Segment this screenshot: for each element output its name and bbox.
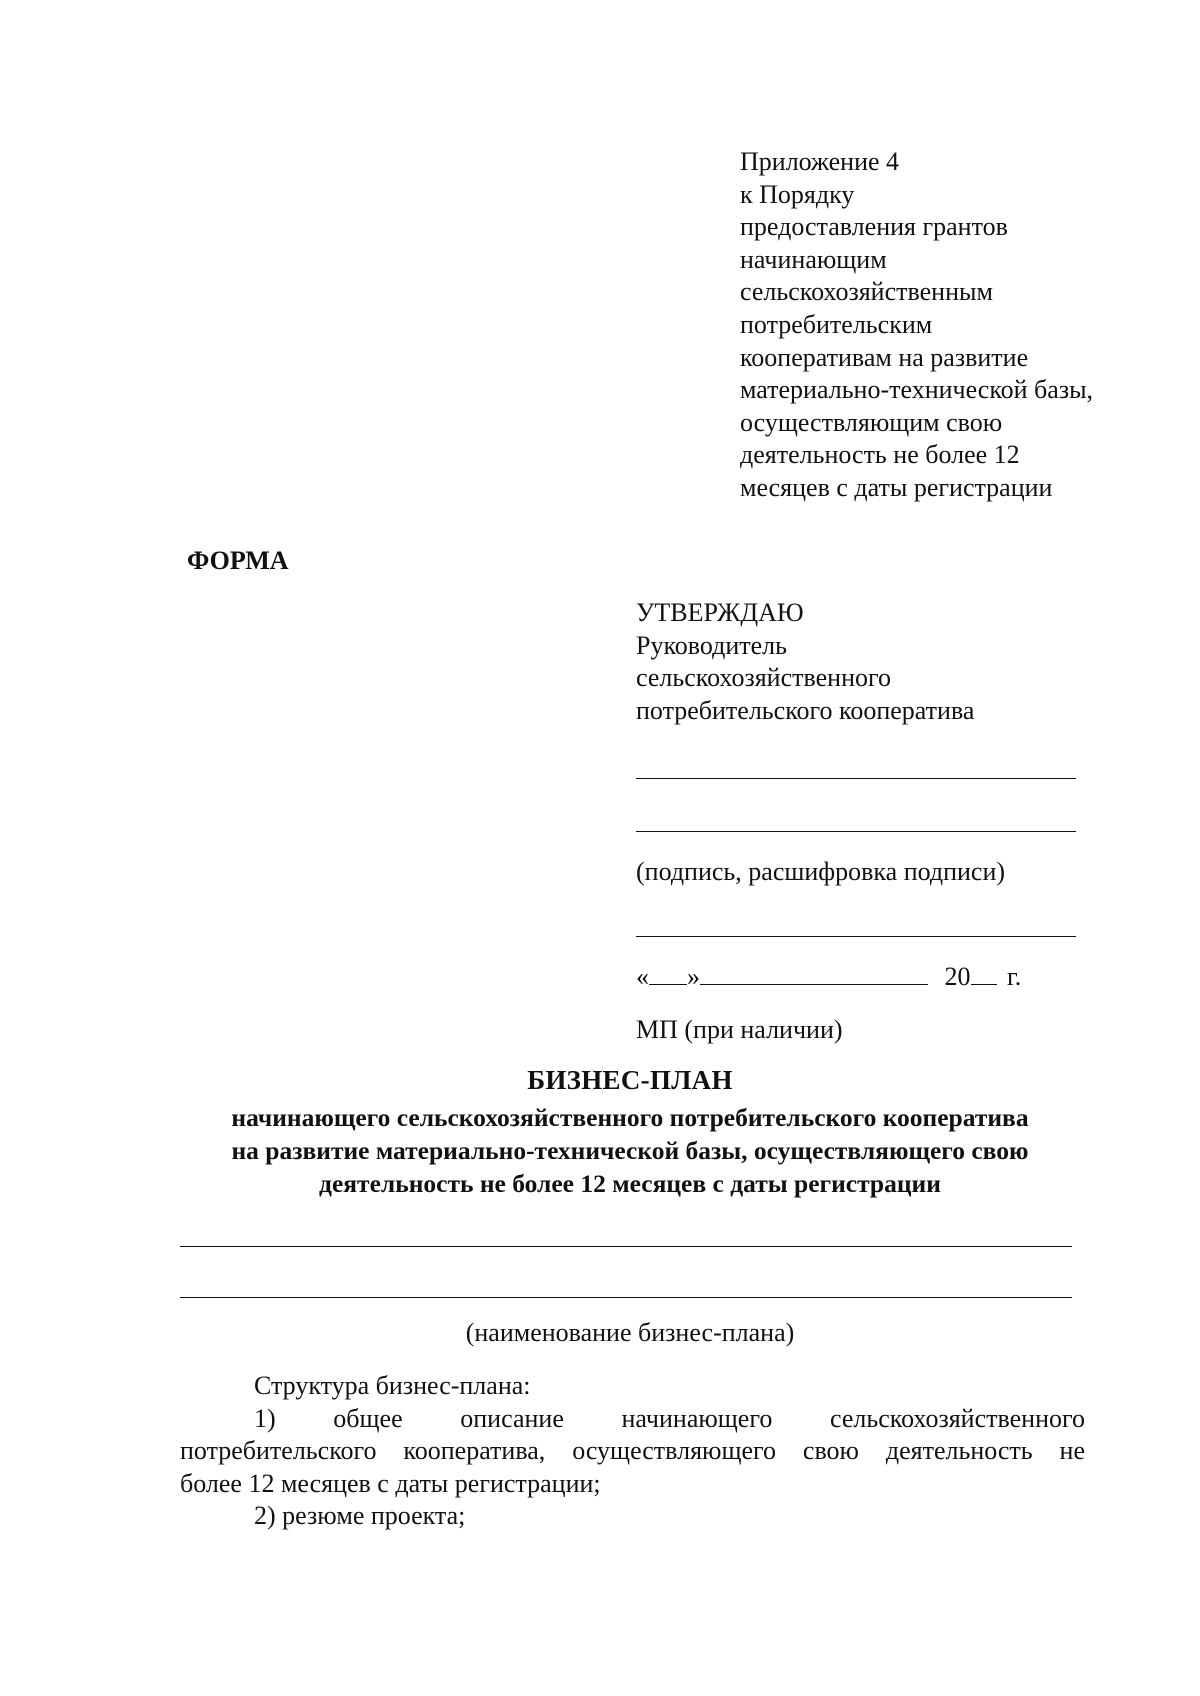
plan-name-caption: (наименование бизнес-плана): [465, 1318, 795, 1347]
plan-name-blank[interactable]: [180, 1246, 1072, 1247]
year-blank[interactable]: [971, 962, 997, 985]
month-blank[interactable]: [700, 962, 928, 985]
appendix-line: сельскохозяйственным: [740, 277, 993, 307]
subtitle-line: деятельность не более 12 месяцев с даты регистрации: [319, 1169, 941, 1198]
appendix-line: начинающим: [740, 244, 887, 274]
approval-line: потребительского кооператива: [636, 695, 975, 725]
document-subtitle: [160, 1101, 1100, 1200]
appendix-line: потребительским: [740, 309, 933, 339]
approval-line: сельскохозяйственного: [636, 663, 891, 693]
appendix-line: осуществляющим свою: [740, 407, 1003, 437]
appendix-line: деятельность не более 12: [740, 440, 1020, 470]
approver-name-blank-2[interactable]: [636, 831, 1076, 832]
structure-item-1-line-1: 1) общее описание начинающего сельскохозяйственного: [254, 1403, 1085, 1433]
appendix-line: материально-технической базы,: [740, 375, 1094, 405]
date-close-quote: »: [687, 962, 700, 991]
approval-heading: УТВЕРЖДАЮ: [636, 598, 804, 627]
approval-block: [636, 597, 1086, 727]
appendix-line: месяцев с даты регистрации: [740, 472, 1053, 502]
year-suffix: г.: [1007, 962, 1022, 991]
appendix-line: к Порядку: [740, 179, 855, 209]
signature-caption: (подпись, расшифровка подписи): [636, 857, 1006, 886]
structure-heading: Структура бизнес-плана:: [254, 1371, 531, 1400]
signature-blank[interactable]: [636, 936, 1076, 937]
appendix-line: предоставления грантов: [740, 212, 1008, 242]
plan-name-blank-2[interactable]: [180, 1297, 1072, 1298]
subtitle-line: на развитие материально-технической базы, осуществляющего свою: [231, 1136, 1029, 1165]
plan-structure: [180, 1370, 1085, 1533]
appendix-line: Приложение 4: [740, 147, 900, 176]
subtitle-line: начинающего сельскохозяйственного потребительского кооператива: [231, 1103, 1029, 1132]
structure-item-1-line-3: более 12 месяцев с даты регистрации;: [180, 1468, 601, 1498]
appendix-reference: [740, 146, 1160, 505]
appendix-line: кооперативам на развитие: [740, 342, 1029, 372]
approval-date: [636, 962, 1021, 992]
approval-line: Руководитель: [636, 630, 787, 660]
seal-note: МП (при наличии): [636, 1015, 843, 1044]
structure-item-1-line-2: потребительского кооператива, осуществляющего свою деятельность не: [180, 1436, 1085, 1466]
document-title: БИЗНЕС-ПЛАН: [527, 1065, 733, 1095]
year-prefix: 20: [944, 962, 971, 991]
form-label: ФОРМА: [187, 546, 289, 575]
structure-item-2: 2) резюме проекта;: [254, 1501, 466, 1531]
approver-name-blank[interactable]: [636, 778, 1076, 779]
day-blank[interactable]: [649, 962, 687, 985]
date-open-quote: «: [636, 962, 649, 991]
